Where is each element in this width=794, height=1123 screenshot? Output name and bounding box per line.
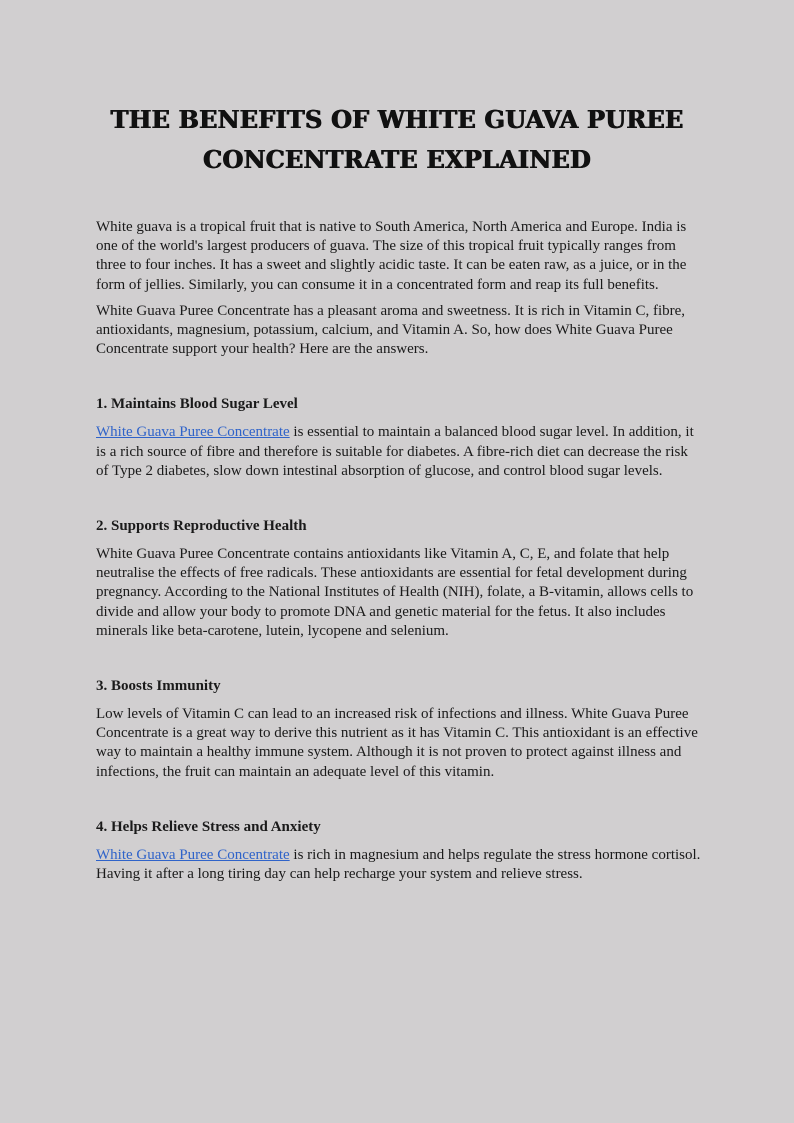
intro-paragraph-1: White guava is a tropical fruit that is native to South America, North America and Europe. India is one of the world's largest producers of guava. The size of this tropical fruit typically ranges from three to four inches. It has a sweet and slightly acidic taste. It can be eaten raw, as a juice, or in the form of jellies. Similarly, you can consume it in a concentrated form and reap its full benefits. [96, 219, 687, 293]
section-paragraph [96, 423, 702, 481]
section-heading: 3. Boosts Immunity [96, 678, 221, 695]
product-link[interactable]: White Guava Puree Concentrate [96, 846, 290, 863]
section-paragraph [96, 846, 702, 884]
product-link[interactable]: White Guava Puree Concentrate [96, 424, 290, 441]
section-heading: 1. Maintains Blood Sugar Level [96, 396, 298, 413]
page-title: THE BENEFITS OF WHITE GUAVA PUREE CONCENTRATE EXPLAINED [110, 105, 684, 174]
article-body [96, 218, 702, 891]
section-paragraph: White Guava Puree Concentrate contains antioxidants like Vitamin A, C, E, and folate that help neutralise the effects of free radicals. These antioxidants are essential for fetal development during pregnancy. According to the National Institutes of Health (NIH), folate, a B-vitamin, allows cells to divide and allow your body to promote DNA and genetic material for the fetus. It also includes minerals like beta-carotene, lutein, lycopene and selenium. [96, 546, 694, 639]
section-immunity [96, 677, 702, 782]
section-paragraph: Low levels of Vitamin C can lead to an increased risk of infections and illness. White Guava Puree Concentrate is a great way to derive this nutrient as it has Vitamin C. This antioxidant is an effective way to maintain a healthy immune system. Although it is not proven to protect against illness and infections, the fruit can maintain an adequate level of this vitamin. [96, 706, 698, 780]
section-text: is rich in magnesium and helps regulate the stress hormone cortisol. Having it after a long tiring day can help recharge your system and relieve stress. [96, 846, 701, 883]
intro-paragraph-2: White Guava Puree Concentrate has a pleasant aroma and sweetness. It is rich in Vitamin C, fibre, antioxidants, magnesium, potassium, calcium, and Vitamin A. So, how does White Guava Puree Concentrate support your health? Here are the answers. [96, 302, 686, 358]
section-reproductive-health [96, 517, 702, 641]
section-blood-sugar [96, 395, 702, 481]
section-heading: 4. Helps Relieve Stress and Anxiety [96, 818, 321, 835]
section-stress-anxiety [96, 818, 702, 884]
section-text: is essential to maintain a balanced blood sugar level. In addition, it is a rich source of fibre and therefore is suitable for diabetes. A fibre-rich diet can decrease the risk of Type 2 diabetes, slow down intestinal absorption of glucose, and control blood sugar levels. [96, 424, 694, 479]
section-heading: 2. Supports Reproductive Health [96, 518, 307, 535]
